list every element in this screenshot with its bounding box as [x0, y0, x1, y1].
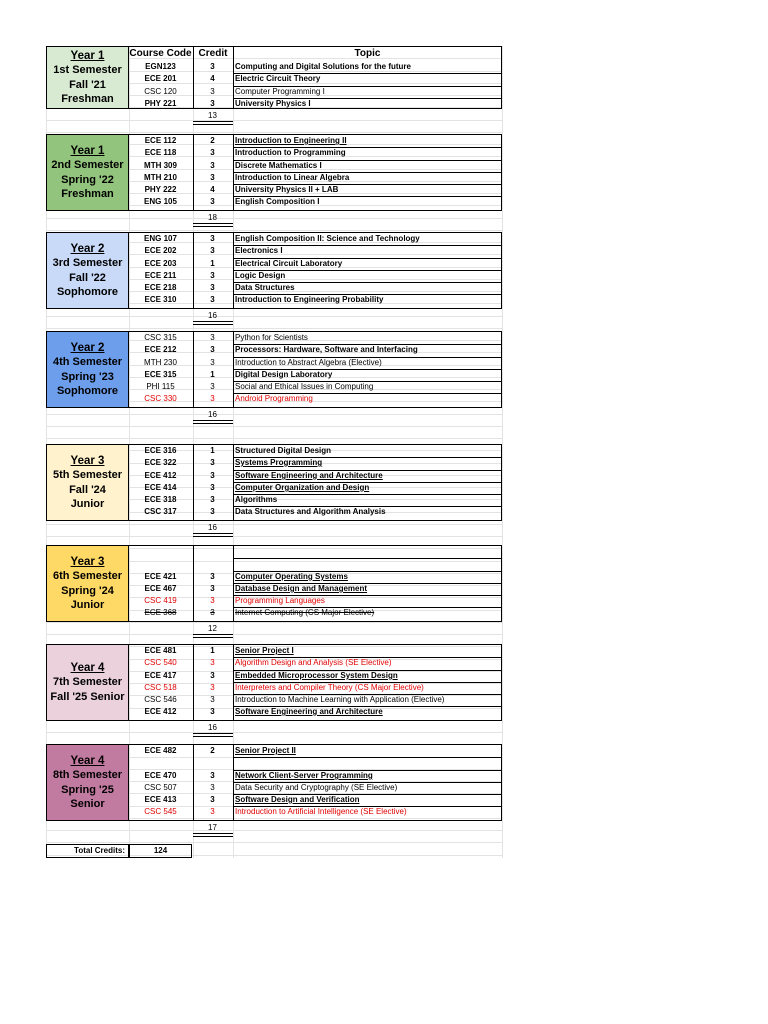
semester-total: 13: [208, 111, 217, 120]
semester-label-line: Spring '23: [61, 370, 114, 383]
grid-line: [46, 132, 502, 133]
topic-row-line: [233, 670, 502, 671]
course-row: [129, 270, 502, 282]
course-topic: Introduction to Programming: [235, 148, 346, 157]
semester-label-line: Freshman: [61, 93, 114, 105]
course-code: CSC 120: [144, 87, 177, 96]
course-code: ECE 412: [144, 707, 177, 716]
topic-row-line: [233, 184, 502, 185]
course-code: ENG 105: [144, 197, 177, 206]
course-row: [129, 583, 502, 595]
course-row: [129, 770, 502, 782]
topic-row-line: [233, 806, 502, 807]
course-topic: English Composition I: [235, 197, 320, 206]
course-credit: 3: [210, 161, 215, 170]
course-credit: 3: [210, 246, 215, 255]
course-credit: 3: [210, 87, 215, 96]
course-topic: Digital Design Laboratory: [235, 370, 333, 379]
course-topic: Internet Computing (CS Major Elective): [235, 608, 375, 617]
topic-row-line: [233, 657, 502, 658]
course-topic: Algorithm Design and Analysis (SE Elective): [235, 658, 392, 667]
course-code: ECE 318: [144, 495, 177, 504]
course-credit: 3: [210, 99, 215, 108]
topic-row-line: [233, 494, 502, 495]
course-credit: 3: [210, 608, 215, 617]
topic-row-line: [233, 782, 502, 783]
semester-label-line: 7th Semester: [52, 676, 123, 689]
topic-row-line: [233, 270, 502, 271]
course-credit: 3: [210, 495, 215, 504]
course-credit: 3: [210, 173, 215, 182]
course-code: ECE 470: [144, 771, 177, 780]
course-code: ECE 481: [144, 646, 177, 655]
course-code: EGN123: [145, 62, 176, 71]
course-row: [129, 332, 502, 344]
course-code: PHI 115: [146, 382, 175, 391]
course-row: [129, 98, 502, 110]
grid-line: [46, 524, 502, 525]
course-credit: 3: [210, 358, 215, 367]
course-topic: Introduction to Linear Algebra: [235, 173, 350, 182]
course-topic: Electric Circuit Theory: [235, 74, 321, 83]
semester-label-line: 6th Semester: [52, 570, 123, 582]
course-row: [129, 571, 502, 583]
course-credit: 3: [210, 771, 215, 780]
course-code: ECE 412: [144, 471, 177, 480]
semester-year: Year 1: [70, 144, 105, 157]
course-topic: Introduction to Engineering II: [235, 136, 347, 145]
semester-total: 18: [208, 213, 217, 222]
topic-row-line: [233, 770, 502, 771]
semester-total: 16: [208, 410, 217, 419]
course-code: ECE 218: [144, 283, 177, 292]
semester-total: 12: [208, 624, 217, 633]
topic-row-line: [233, 98, 502, 99]
course-topic: Network Client-Server Programming: [235, 771, 373, 780]
course-row: [129, 245, 502, 257]
grid-line: [46, 830, 502, 831]
course-code: PHY 221: [144, 99, 177, 108]
course-topic: Senior Project II: [235, 746, 296, 755]
total-credits-value: 124: [129, 844, 192, 858]
course-credit: 3: [210, 382, 215, 391]
topic-row-line: [233, 682, 502, 683]
course-row: [129, 657, 502, 669]
course-code: CSC 419: [144, 596, 177, 605]
topic-row-line: [233, 607, 502, 608]
course-row: [129, 595, 502, 607]
course-topic: Android Programming: [235, 394, 313, 403]
course-code: CSC 545: [144, 807, 177, 816]
course-topic: Introduction to Machine Learning with Application (Elective): [235, 695, 445, 704]
course-code: MTH 230: [144, 358, 177, 367]
total-double-underline: [193, 420, 233, 424]
topic-row-line: [233, 457, 502, 458]
topic-row-line: [233, 369, 502, 370]
course-row: [129, 694, 502, 706]
course-credit: 3: [210, 295, 215, 304]
semester-label-line: Sophomore: [56, 385, 119, 397]
topic-row-line: [233, 147, 502, 148]
topic-row-line: [233, 357, 502, 358]
semester-label: [46, 134, 129, 211]
course-credit: 3: [210, 271, 215, 280]
course-row: [129, 806, 502, 818]
course-row: [129, 645, 502, 657]
course-code: ECE 310: [144, 295, 177, 304]
course-topic: Database Design and Management: [235, 584, 368, 593]
course-code: CSC 546: [144, 695, 177, 704]
course-credit: 3: [210, 234, 215, 243]
course-credit: 3: [210, 596, 215, 605]
course-topic: Software Design and Verification: [235, 795, 360, 804]
semester-label-line: Freshman: [61, 188, 114, 200]
grid-line: [46, 622, 502, 623]
course-row: [129, 294, 502, 306]
semester-label: [46, 545, 129, 622]
course-topic: Software Engineering and Architecture: [235, 707, 383, 716]
course-row: [129, 282, 502, 294]
semester-label-line: Spring '24: [61, 584, 114, 597]
course-row: [129, 546, 502, 558]
semester-year: Year 3: [70, 454, 105, 467]
semester-total: 16: [208, 723, 217, 732]
course-credit: 4: [210, 185, 215, 194]
course-row: [129, 233, 502, 245]
semester-label-line: Senior: [70, 798, 105, 810]
total-double-underline: [193, 733, 233, 737]
course-row: [129, 357, 502, 369]
semester-label: [46, 644, 129, 721]
course-credit: 3: [210, 197, 215, 206]
grid-line: [46, 316, 502, 317]
course-credit: 1: [210, 646, 215, 655]
course-credit: 3: [210, 483, 215, 492]
course-topic: Programming Languages: [235, 596, 325, 605]
course-code: CSC 507: [144, 783, 177, 792]
topic-row-line: [233, 381, 502, 382]
course-topic: Software Engineering and Architecture: [235, 471, 383, 480]
course-topic: Introduction to Artificial Intelligence (SE Elective): [235, 807, 407, 816]
course-row: [129, 184, 502, 196]
course-row: [129, 757, 502, 769]
course-row: [129, 73, 502, 85]
course-code: CSC 518: [144, 683, 177, 692]
grid-column-line: [502, 46, 503, 858]
course-topic: Logic Design: [235, 271, 286, 280]
topic-row-line: [233, 506, 502, 507]
course-row: [129, 682, 502, 694]
course-row: [129, 782, 502, 794]
course-credit: 3: [210, 471, 215, 480]
grid-line: [46, 218, 502, 219]
semester-label-line: 3rd Semester: [52, 257, 123, 269]
semester-total: 17: [208, 823, 217, 832]
grid-line: [46, 120, 502, 121]
topic-row-line: [233, 757, 502, 758]
course-credit: 3: [210, 783, 215, 792]
topic-row-line: [233, 86, 502, 87]
course-row: [129, 445, 502, 457]
course-code: ECE 118: [144, 148, 177, 157]
topic-row-line: [233, 595, 502, 596]
course-credit: 3: [210, 345, 215, 354]
course-row: [129, 393, 502, 405]
course-credit: 3: [210, 283, 215, 292]
course-topic: Data Structures: [235, 283, 295, 292]
course-topic: Computer Operating Systems: [235, 572, 348, 581]
course-row: [129, 172, 502, 184]
grid-line: [46, 328, 502, 329]
course-row: [129, 794, 502, 806]
course-topic: Data Structures and Algorithm Analysis: [235, 507, 386, 516]
course-topic: Social and Ethical Issues in Computing: [235, 382, 374, 391]
semester-label: [46, 331, 129, 408]
semester-total: 16: [208, 523, 217, 532]
header-course-code: Course Code: [129, 48, 192, 59]
course-row: [129, 670, 502, 682]
semester-label-line: Fall '21: [69, 78, 106, 91]
course-credit: 1: [210, 370, 215, 379]
semester-label: [46, 444, 129, 521]
semester-year: Year 3: [70, 555, 105, 568]
topic-row-line: [233, 694, 502, 695]
course-topic: Computing and Digital Solutions for the future: [235, 62, 411, 71]
topic-row-line: [233, 245, 502, 246]
total-double-underline: [193, 634, 233, 638]
course-row: [129, 470, 502, 482]
total-double-underline: [193, 533, 233, 537]
semester-label-line: 4th Semester: [52, 356, 123, 368]
course-topic: University Physics I: [235, 99, 311, 108]
course-code: ENG 107: [144, 234, 177, 243]
course-topic: Processors: Hardware, Software and Interfacing: [235, 345, 418, 354]
course-credit: 3: [210, 333, 215, 342]
topic-row-line: [233, 393, 502, 394]
topic-row-line: [233, 344, 502, 345]
course-credit: 3: [210, 62, 215, 71]
course-code: PHY 222: [144, 185, 177, 194]
course-row: [129, 482, 502, 494]
course-row: [129, 369, 502, 381]
topic-row-line: [233, 558, 502, 559]
course-code: ECE 417: [144, 671, 177, 680]
semester-label-line: Spring '25: [61, 783, 114, 796]
topic-row-line: [233, 258, 502, 259]
course-topic: Embedded Microprocessor System Design: [235, 671, 398, 680]
topic-row-line: [233, 794, 502, 795]
course-row: [129, 258, 502, 270]
semester-label-line: Sophomore: [56, 286, 119, 298]
course-credit: 3: [210, 795, 215, 804]
course-row: [129, 494, 502, 506]
course-topic: Electrical Circuit Laboratory: [235, 259, 343, 268]
semester-label-line: Fall '22: [69, 271, 106, 284]
semester-year: Year 1: [70, 49, 105, 62]
semester-label-line: 1st Semester: [53, 64, 122, 76]
course-code: ECE 414: [144, 483, 177, 492]
course-credit: 1: [210, 259, 215, 268]
course-code: MTH 210: [144, 173, 177, 182]
course-code: ECE 112: [144, 136, 177, 145]
course-code: ECE 203: [144, 259, 177, 268]
course-topic: Structured Digital Design: [235, 446, 332, 455]
topic-row-line: [233, 172, 502, 173]
course-code: ECE 316: [144, 446, 177, 455]
header-credit: Credit: [198, 48, 228, 59]
semester-label: [46, 232, 129, 309]
course-credit: 3: [210, 148, 215, 157]
course-topic: Introduction to Engineering Probability: [235, 295, 384, 304]
course-credit: 3: [210, 507, 215, 516]
course-row: [129, 506, 502, 518]
course-code: ECE 413: [144, 795, 177, 804]
course-credit: 4: [210, 74, 215, 83]
course-code: ECE 315: [144, 370, 177, 379]
semester-label-line: Spring '22: [61, 173, 114, 186]
grid-line: [46, 634, 502, 635]
course-row: [129, 381, 502, 393]
semester-label: [46, 744, 129, 821]
grid-line: [46, 414, 502, 415]
course-code: ECE 322: [144, 458, 177, 467]
course-credit: 3: [210, 394, 215, 403]
semester-year: Year 4: [70, 661, 105, 674]
total-double-underline: [193, 223, 233, 227]
course-row: [129, 706, 502, 718]
course-credit: 3: [210, 458, 215, 467]
course-topic: Discrete Mathematics I: [235, 161, 322, 170]
grid-line: [46, 732, 502, 733]
course-topic: Data Security and Cryptography (SE Elective): [235, 783, 398, 792]
total-credits-label: Total Credits:: [46, 844, 129, 858]
course-credit: 1: [210, 446, 215, 455]
course-topic: Systems Programming: [235, 458, 323, 467]
topic-row-line: [233, 470, 502, 471]
course-code: ECE 467: [144, 584, 177, 593]
course-row: [129, 135, 502, 147]
course-credit: 3: [210, 707, 215, 716]
semester-label-line: Fall '25 Senior: [50, 690, 125, 703]
semester-total: 16: [208, 311, 217, 320]
semester-year: Year 2: [70, 341, 105, 354]
course-code: CSC 540: [144, 658, 177, 667]
topic-row-line: [233, 160, 502, 161]
course-code: ECE 212: [144, 345, 177, 354]
course-code: CSC 315: [144, 333, 177, 342]
course-code: ECE 368: [144, 608, 177, 617]
total-double-underline: [193, 121, 233, 125]
header-topic: Topic: [354, 48, 381, 59]
topic-row-line: [233, 583, 502, 584]
semester-year: Year 4: [70, 754, 105, 767]
grid-line: [46, 438, 502, 439]
topic-row-line: [233, 294, 502, 295]
semester-label-line: Junior: [70, 599, 105, 611]
topic-row-line: [233, 196, 502, 197]
course-credit: 3: [210, 695, 215, 704]
course-code: ECE 211: [144, 271, 177, 280]
course-credit: 3: [210, 683, 215, 692]
course-topic: University Physics II + LAB: [235, 185, 339, 194]
course-topic: Computer Programming I: [235, 87, 325, 96]
course-code: CSC 317: [144, 507, 177, 516]
grid-line: [46, 230, 502, 231]
course-topic: Python for Scientists: [235, 333, 308, 342]
grid-line: [46, 536, 502, 537]
course-row: [129, 147, 502, 159]
course-topic: Interpreters and Compiler Theory (CS Major Elective): [235, 683, 424, 692]
course-code: ECE 421: [144, 572, 177, 581]
course-credit: 3: [210, 671, 215, 680]
total-double-underline: [193, 833, 233, 837]
course-row: [129, 86, 502, 98]
total-double-underline: [193, 321, 233, 325]
course-row: [129, 196, 502, 208]
course-code: MTH 309: [144, 161, 177, 170]
semester-label-line: 2nd Semester: [51, 159, 124, 171]
course-credit: 3: [210, 584, 215, 593]
course-row: [129, 558, 502, 570]
semester-year: Year 2: [70, 242, 105, 255]
course-credit: 2: [210, 136, 215, 145]
course-topic: Algorithms: [235, 495, 278, 504]
semester-label-line: Fall '24: [69, 483, 106, 496]
semester-label-line: Junior: [70, 498, 105, 510]
course-topic: Electronics I: [235, 246, 283, 255]
course-row: [129, 607, 502, 619]
topic-row-line: [233, 706, 502, 707]
course-code: ECE 482: [144, 746, 177, 755]
course-topic: Computer Organization and Design: [235, 483, 370, 492]
topic-row-line: [233, 282, 502, 283]
course-topic: Introduction to Abstract Algebra (Elective): [235, 358, 382, 367]
course-row: [129, 61, 502, 73]
topic-row-line: [233, 571, 502, 572]
course-credit: 3: [210, 572, 215, 581]
grid-line: [46, 426, 502, 427]
course-credit: 3: [210, 807, 215, 816]
course-credit: 2: [210, 746, 215, 755]
semester-label-line: 5th Semester: [52, 469, 123, 481]
course-code: ECE 201: [144, 74, 177, 83]
course-code: ECE 202: [144, 246, 177, 255]
course-topic: English Composition II: Science and Technology: [235, 234, 420, 243]
course-code: CSC 330: [144, 394, 177, 403]
topic-row-line: [233, 73, 502, 74]
semester-label: [46, 46, 129, 109]
course-row: [129, 745, 502, 757]
semester-label-line: 8th Semester: [52, 769, 123, 781]
course-row: [129, 457, 502, 469]
course-credit: 3: [210, 658, 215, 667]
grid-line: [46, 842, 502, 843]
topic-row-line: [233, 482, 502, 483]
course-row: [129, 160, 502, 172]
course-topic: Senior Project I: [235, 646, 294, 655]
course-row: [129, 344, 502, 356]
